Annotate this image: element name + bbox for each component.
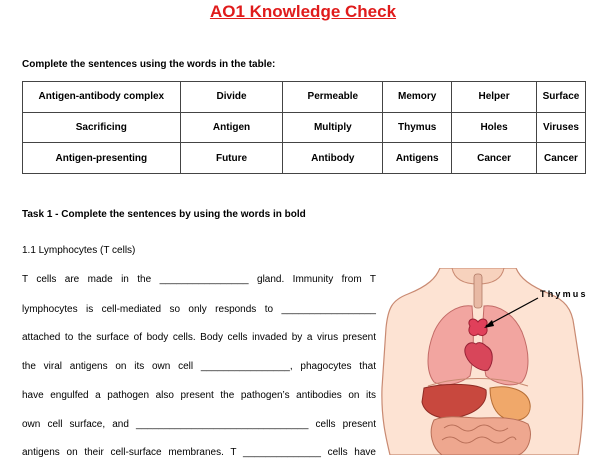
word-bank-table (22, 81, 586, 174)
torso-illustration (378, 268, 606, 455)
paragraph-line: the viral antigens on its own cell ________________, phagocytes that (22, 361, 376, 372)
word-cell: Memory (383, 82, 452, 113)
section-heading: 1.1 Lymphocytes (T cells) (22, 245, 136, 256)
paragraph-line: attached to the surface of body cells. Body cells invaded by a virus present (22, 332, 376, 343)
table-instruction: Complete the sentences using the words in the table: (22, 59, 276, 70)
word-cell: Permeable (283, 82, 383, 113)
thymus-label: Thymus (540, 289, 588, 299)
word-cell: Cancer (536, 143, 585, 174)
paragraph-line: have engulfed a pathogen also present the pathogen’s antibodies on its (22, 390, 376, 401)
paragraph-line: antigens on their cell-surface membranes. T ______________ cells have (22, 447, 376, 458)
intestines (431, 417, 530, 455)
word-cell: Future (180, 143, 283, 174)
paragraph-line: lymphocytes is cell-mediated so only responds to _________________ (22, 304, 376, 315)
word-cell: Holes (452, 112, 537, 143)
word-cell: Helper (452, 82, 537, 113)
task-heading: Task 1 - Complete the sentences by using the words in bold (22, 209, 306, 220)
paragraph-line: own cell surface, and _______________________________ cells present (22, 419, 376, 430)
word-cell: Multiply (283, 112, 383, 143)
word-cell: Antigen-antibody complex (23, 82, 181, 113)
thymus-organ (469, 319, 487, 336)
word-cell: Viruses (536, 112, 585, 143)
word-cell: Antigens (383, 143, 452, 174)
trachea (474, 274, 482, 308)
thymus-anatomy-figure (378, 268, 606, 455)
word-cell: Antibody (283, 143, 383, 174)
word-cell: Antigen-presenting (23, 143, 181, 174)
word-cell: Divide (180, 82, 283, 113)
page-title: AO1 Knowledge Check (209, 2, 397, 21)
table-row (23, 82, 586, 113)
table-row (23, 143, 586, 174)
paragraph-line: T cells are made in the ________________ gland. Immunity from T (22, 274, 376, 285)
table-row (23, 112, 586, 143)
word-cell: Surface (536, 82, 585, 113)
word-cell: Antigen (180, 112, 283, 143)
word-cell: Thymus (383, 112, 452, 143)
word-cell: Cancer (452, 143, 537, 174)
word-cell: Sacrificing (23, 112, 181, 143)
